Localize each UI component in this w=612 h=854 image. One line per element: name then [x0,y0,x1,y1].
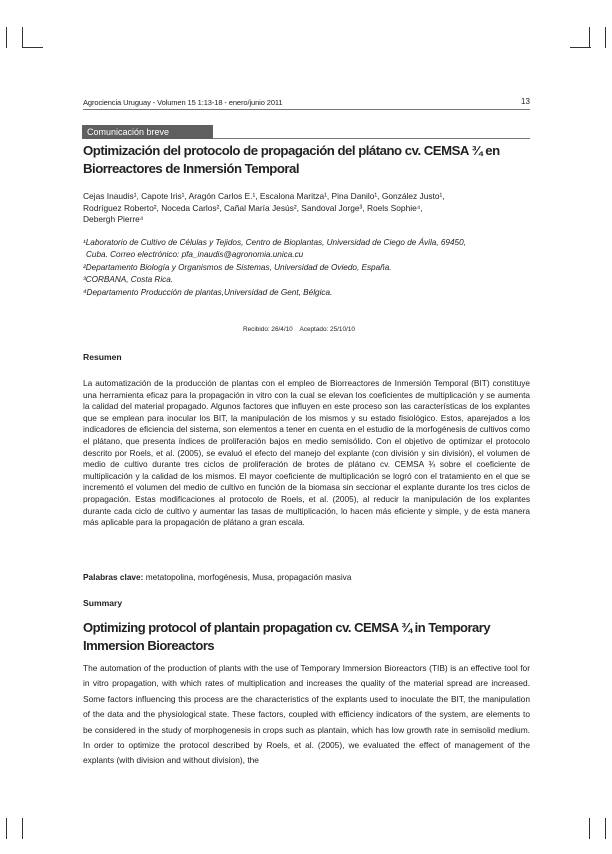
affiliation-1: ¹Laboratorio de Cultivo de Células y Tejidos, Centro de Bioplantas, Universidad de Ciego de Ávila, 69450, [83,238,466,247]
crop-mark [605,27,606,48]
author-line: Rodríguez Roberto², Noceda Carlos², Cañal María Jesús², Sandoval Jorge³, Roels Sophie⁴, [83,202,423,213]
keywords [83,572,351,582]
resumen-heading: Resumen [83,352,122,362]
header-rule [83,109,530,110]
keywords-label: Palabras clave: [83,572,144,582]
crop-mark [605,818,606,839]
crop-mark [6,27,7,48]
section-badge: Comunicación breve [82,125,213,139]
author-line: Debergh Pierre⁴ [83,214,144,225]
journal-header: Agrociencia Uruguay - Volumen 15 1:13-18 - enero/junio 2011 [83,98,283,107]
crop-mark [22,818,23,839]
crop-mark [570,47,591,48]
crop-mark [22,27,23,48]
crop-mark [589,818,590,839]
affiliation-1-cont: Cuba. Correo electrónico: pfa_inaudis@agronomia.unica.cu [86,250,304,260]
affiliation-2: ²Departamento Biología y Organismos de Sistemas, Universidad de Oviedo, España. [83,262,392,272]
affiliation-3: ³CORBANA, Costa Rica. [83,275,174,285]
summary-heading: Summary [83,598,123,608]
author-line: Cejas Inaudis¹, Capote Iris¹, Aragón Carlos E.¹, Escalona Maritza¹, Pina Danilo¹, González Justo¹, [83,191,445,201]
affiliations [83,237,543,299]
page-number: 13 [521,97,530,106]
title-spanish: Optimización del protocolo de propagación del plátano cv. CEMSA ¾ en Biorreactores de Inmersión Temporal [83,143,500,176]
title-english: Optimizing protocol of plantain propagation cv. CEMSA ¾ in Temporary Immersion Bioreactors [83,620,491,653]
crop-mark [22,47,43,48]
crop-mark [6,818,7,839]
author-list [83,191,533,226]
summary-text: The automation of the production of plants with the use of Temporary Immersion Bioreactors (TIB) is an effective tool for in vitro propagation, with which rates of multiplication and increases the quality of the material spread are increased. Some factors influencing this process are the characteristics of the explants used to inoculate the BIT, the manipulation of the data and the physiological state. These factors, coupled with efficiency indicators of the system, are elements to be considered in the study of morphogenesis in crops such as plantain, which has low growth rate in semisolid medium. In order to optimize the protocol described by Roels, et al. (2005), we evaluated the effect of management of the explants (with division and without division), the [83,663,530,766]
affiliation-4: ⁴Departamento Producción de plantas,Universidad de Gent, Bélgica. [83,287,333,297]
received-accepted-dates: Recibido: 26/4/10 Aceptado: 25/10/10 [243,326,355,333]
keywords-text: metatopolina, morfogénesis, Musa, propagación masiva [143,572,352,582]
resumen-text: La automatización de la producción de plantas con el empleo de Biorreactores de Inmersión Temporal (BIT) constituye una herramienta eficaz para la propagación in vitro con la cual se elevan los coeficientes de multiplicación y se aumenta la calidad del material propagado. Algunos factores que influyen en este proceso son las características de los explantes que se emplean para inocular los BIT, la manipulación de los mismos y su estado fisiológico. Estos, aparejados a los indicadores de eficiencia del sistema, son elementos a tener en cuenta en el estudio de la morfogénesis de cultivos como el plátano, que presenta índices de proliferación bajos en medio semisólido. Con el objetivo de optimizar el protocolo descrito por Roels, et al. (2005), se evaluó el efecto del manejo del explante (con división y sin división), el volumen de medio de cultivo durante tres ciclos de proliferación de brotes de plátano cv. CEMSA ¾ sobre el coeficiente de multiplicación y la calidad de los mismos. El mayor coeficiente de multiplicación se logró con el tratamiento en el que se incrementó el volumen del medio de cultivo en función de la biomasa sin seccionar el explante durante los tres ciclos de propagación. Estas modificaciones al protocolo de Roels, et al. (2005), al reducir la manipulación de los explantes durante cada ciclo de cultivo y aumentar las tasas de multiplicación, lo hacen más eficiente y simple, y de esta manera más aplicable para la propagación de plátano a gran escala. [83,378,530,528]
crop-mark [589,27,590,48]
badge-rule [213,138,530,139]
